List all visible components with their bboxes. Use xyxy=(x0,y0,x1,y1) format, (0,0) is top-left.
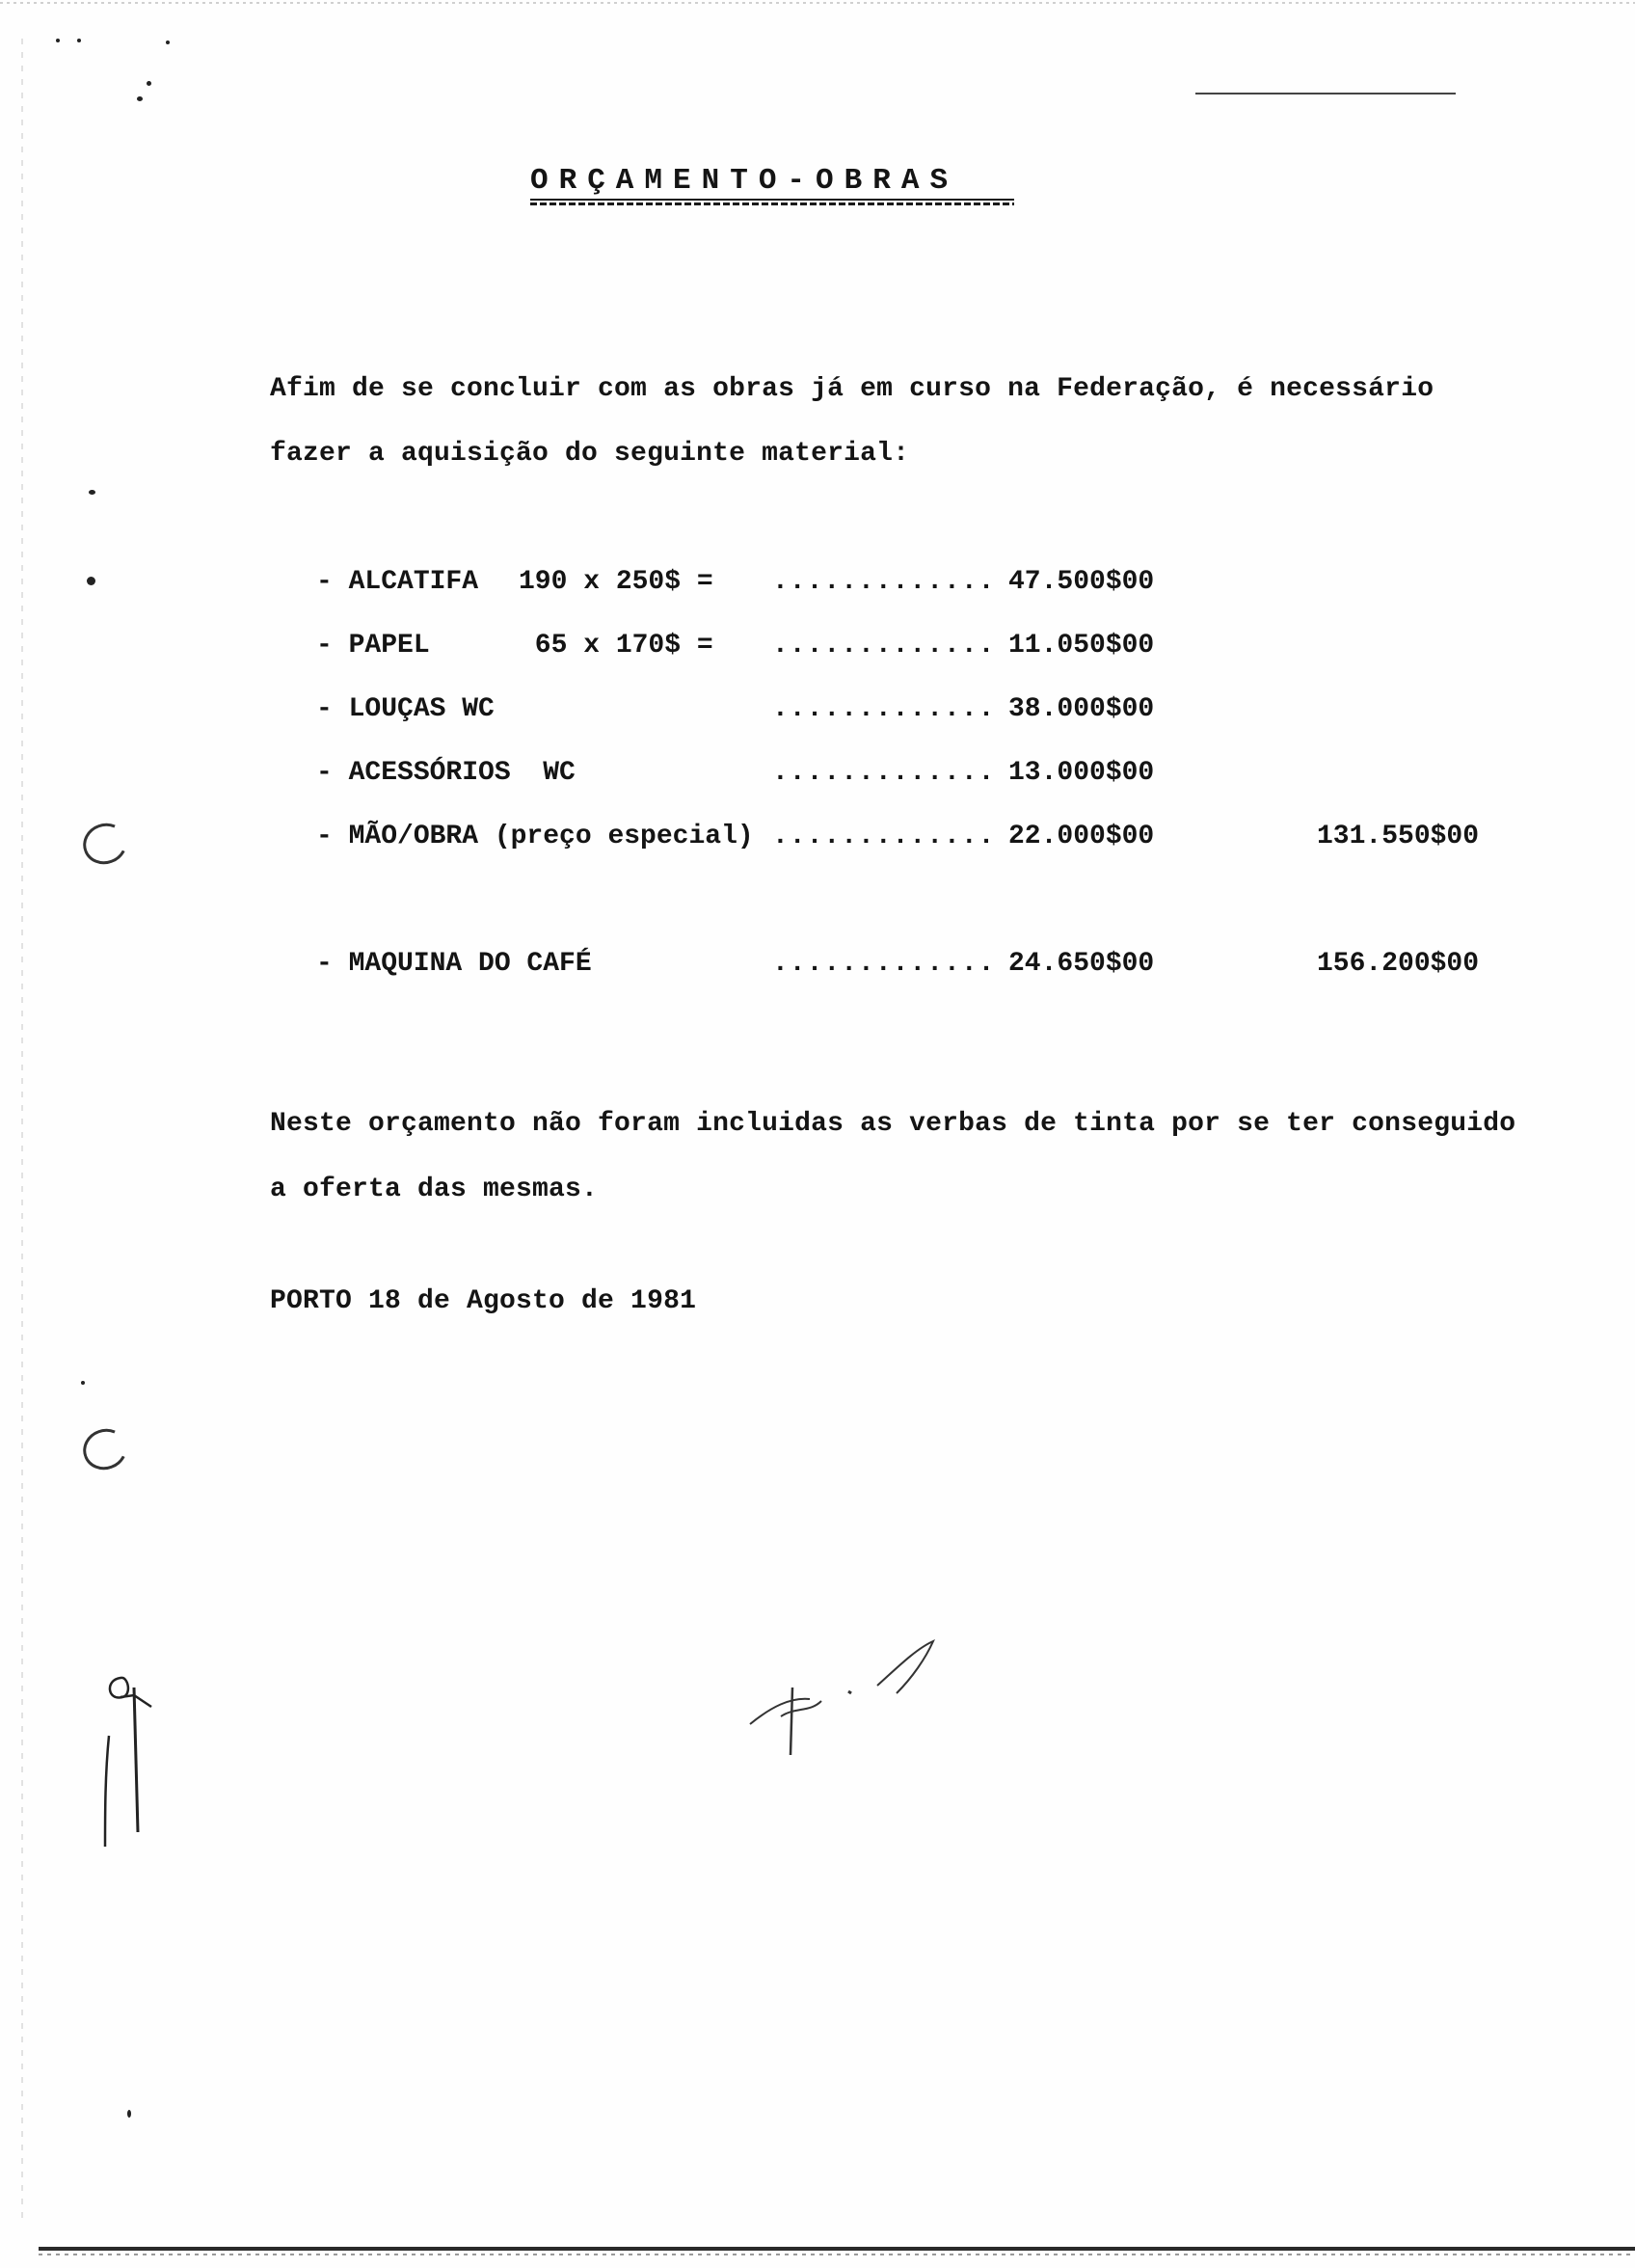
scan-speck xyxy=(137,96,143,101)
item-subtotal: 131.550$00 xyxy=(1317,822,1480,851)
budget-item-row xyxy=(316,567,1521,606)
place-and-date: PORTO 18 de Agosto de 1981 xyxy=(270,1286,697,1316)
scan-speck xyxy=(81,1381,85,1385)
scan-edge-bottom xyxy=(39,2247,1635,2251)
item-amount: 13.000$00 xyxy=(1008,758,1155,788)
budget-item-row xyxy=(316,631,1521,669)
item-amount: 38.000$00 xyxy=(1008,694,1155,724)
item-dot-leader: ............. xyxy=(772,949,996,979)
scan-speck xyxy=(56,39,60,42)
item-label: - PAPEL xyxy=(316,631,430,661)
scan-edge-bottom-dashes xyxy=(39,2254,1635,2255)
item-dot-leader: ............. xyxy=(772,822,996,851)
item-label: - ALCATIFA xyxy=(316,567,479,597)
item-dot-leader: ............. xyxy=(772,758,996,788)
budget-item-row xyxy=(316,949,1521,987)
budget-item-row xyxy=(316,694,1521,733)
item-amount: 47.500$00 xyxy=(1008,567,1155,597)
item-dot-leader: ............. xyxy=(772,631,996,661)
item-calculation: 190 x 250$ = xyxy=(519,567,713,597)
item-amount: 22.000$00 xyxy=(1008,822,1155,851)
intro-paragraph-line-2: fazer a aquisição do seguinte material: xyxy=(270,439,910,469)
item-amount: 24.650$00 xyxy=(1008,949,1155,979)
punch-hole-upper xyxy=(77,817,133,870)
item-label: - ACESSÓRIOS WC xyxy=(316,758,576,788)
intro-paragraph-line-1: Afim de se concluir com as obras já em curso na Federação, é necessário xyxy=(270,374,1434,404)
scan-speck xyxy=(127,2110,131,2118)
item-dot-leader: ............. xyxy=(772,694,996,724)
scan-speck xyxy=(77,39,81,42)
item-label: - MAQUINA DO CAFÉ xyxy=(316,949,592,979)
scan-speck xyxy=(147,81,151,86)
item-grand-total: 156.200$00 xyxy=(1317,949,1480,979)
item-calculation: 65 x 170$ = xyxy=(519,631,713,661)
budget-item-row xyxy=(316,822,1521,860)
item-label: - MÃO/OBRA (preço especial) xyxy=(316,822,754,851)
scan-speck xyxy=(87,577,95,585)
scan-edge-top xyxy=(0,2,1635,4)
page-reference-mark xyxy=(1195,23,1456,81)
item-amount: 11.050$00 xyxy=(1008,631,1155,661)
note-paragraph-line-2: a oferta das mesmas. xyxy=(270,1174,599,1204)
punch-hole-lower xyxy=(77,1422,133,1475)
document-title: ORÇAMENTO-OBRAS xyxy=(530,164,959,198)
note-paragraph-line-1: Neste orçamento não foram incluidas as verbas de tinta por se ter conseguido xyxy=(270,1109,1516,1139)
scan-edge-left xyxy=(21,39,23,2218)
handwritten-initials-right xyxy=(742,1639,945,1774)
scan-speck xyxy=(89,490,95,495)
reference-underline xyxy=(1195,93,1456,94)
title-double-underline xyxy=(530,199,1014,206)
scan-speck xyxy=(166,40,170,44)
item-label: - LOUÇAS WC xyxy=(316,694,495,724)
handwritten-signature-left xyxy=(92,1668,169,1861)
item-dot-leader: ............. xyxy=(772,567,996,597)
budget-item-row xyxy=(316,758,1521,796)
